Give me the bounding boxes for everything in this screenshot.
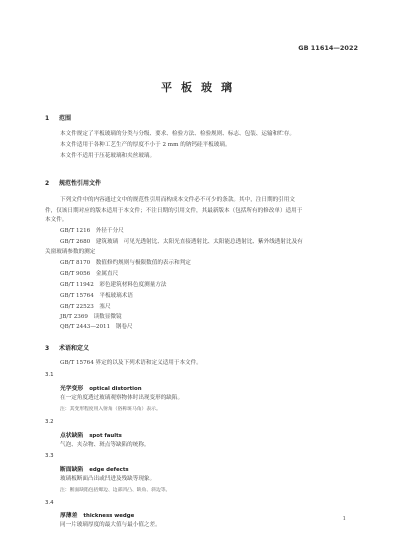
term-heading [60,383,142,392]
scope-para-1: 本文件规定了平板玻璃的分类与分级、要求、检验方法、检验规则、标志、包装、运输和贮存。 [60,131,295,137]
term-number: 3.4 [45,500,54,506]
term-number: 3.2 [45,419,54,425]
terms-intro: GB/T 15764 界定的以及下列术语和定义适用于本文件。 [60,360,202,366]
section-heading-terms [45,343,89,352]
page-title: 平板玻璃 [161,81,241,94]
term-heading [60,510,134,519]
term-zh: 点状缺陷 [60,433,84,439]
term-definition: 气泡、夹杂物、斑点等缺陷的统称。 [60,442,150,448]
section-heading-scope [45,113,71,122]
ref-item: GB/T 22523 塞尺 [60,304,111,310]
refs-intro-line-2: 件，仅该日期对应的版本适用于本文件；不注日期的引用文件，其最新版本（包括所有的修改单）适用于 [45,208,303,214]
term-note: 注：断面缺陷包括爆边、边部凹凸、缺角、斜边等。 [60,488,171,493]
ref-item: GB/T 11942 彩色建筑材料色度测量方法 [60,282,167,288]
ref-item: JB/T 2369 读数显微镜 [60,314,122,320]
ref-item: QB/T 2443—2011 钢卷尺 [60,324,133,330]
ref-item: GB/T 9056 金属直尺 [60,271,119,277]
term-zh: 厚薄差 [60,513,78,519]
ref-item: GB/T 1216 外径千分尺 [60,228,124,234]
term-en: spot faults [89,433,122,439]
term-note: 注：其变形程度用入射角（俗称斑马角）表示。 [60,407,161,412]
standard-number: GB 11614—2022 [298,44,358,52]
section-number: 3 [45,345,50,352]
term-definition: 同一片玻璃厚度的最大值与最小值之差。 [60,522,161,528]
section-number: 2 [45,180,50,187]
term-number: 3.3 [45,453,54,459]
term-en: thickness wedge [83,513,135,519]
term-definition: 玻璃板断面凸出或凹进及残缺等现象。 [60,476,156,482]
ref-item: GB/T 15764 平板玻璃术语 [60,293,133,299]
scope-para-2: 本文件适用于各种工艺生产的厚度不小于 2 mm 的钠钙硅平板玻璃。 [60,142,231,148]
section-title: 规范性引用文件 [59,180,102,187]
section-number: 1 [45,115,50,122]
refs-intro-line-1: 下列文件中的内容通过文中的规范性引用而构成本文件必不可少的条款。其中，注日期的引用文 [60,197,295,203]
section-heading-refs [45,178,101,187]
term-heading [60,464,129,473]
page-number: 1 [342,516,346,522]
term-zh: 断面缺陷 [60,467,84,473]
term-number: 3.1 [45,372,54,378]
ref-item: 关窗玻璃参数的测定 [45,249,96,255]
ref-item: GB/T 2680 建筑玻璃 可见光透射比、太阳光直接透射比、太阳能总透射比、紫外线透射比及有 [60,239,303,245]
section-title: 术语和定义 [59,345,90,352]
term-zh: 光学变形 [60,386,84,392]
term-en: optical distortion [89,386,142,392]
term-definition: 在一定角度透过玻璃观察物体时出现变形的缺陷。 [60,395,184,401]
term-en: edge defects [89,467,129,473]
section-title: 范围 [59,115,72,122]
refs-intro-line-3: 本文件。 [45,217,68,223]
ref-item: GB/T 8170 数值修约规则与极限数值的表示和判定 [60,260,191,266]
term-heading [60,430,122,439]
scope-para-3: 本文件不适用于压花玻璃和夹丝玻璃。 [60,153,156,159]
